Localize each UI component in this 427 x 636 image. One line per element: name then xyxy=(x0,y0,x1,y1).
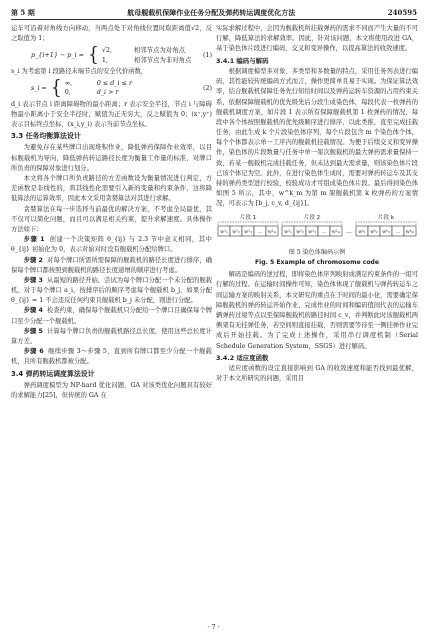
gene-label: … xyxy=(257,229,263,235)
section-heading-3-4: 3.4 弹药转运调度算法设计 xyxy=(11,369,95,378)
gene-label: wᵏ₂ xyxy=(370,229,378,235)
step-label: 步骤 3 xyxy=(23,276,43,284)
figure-caption-cn: 图 5 染色体编码示例 xyxy=(288,248,346,256)
segment-bracket xyxy=(218,222,278,225)
gene-label: … xyxy=(395,229,401,235)
paragraph: 适应度函数的设定直接影响到 GA 的收敛速度和能否找到最优解，对于本文所研究的问题，采用目 xyxy=(216,365,418,383)
article-number: 240595 xyxy=(387,7,417,17)
right-column xyxy=(216,24,418,385)
case-condition: 相邻节点为对角点 xyxy=(133,46,185,55)
page-number: · 7 · xyxy=(207,623,220,631)
step-label: 步骤 1 xyxy=(23,236,45,244)
issue-number: 第 5 期 xyxy=(11,7,35,17)
step-item xyxy=(11,256,212,276)
segment-ellipsis: … xyxy=(346,227,352,235)
gene-label: w¹₂ xyxy=(232,229,240,235)
paragraph: 弹药调度模型为 NP-hard 优化问题，GA 对该类优化问题具有较好的求解能力[25]，但传统的 GA 在 xyxy=(11,381,212,399)
step-label: 步骤 5 xyxy=(23,327,43,335)
case-value: ∞, xyxy=(64,79,73,88)
running-header xyxy=(11,4,417,20)
paragraph: 根据调度模型多对象、多类型和多数量的特点，采用任务列表进行编码，其性能较传统编码方式而言，操作更简单且易于实现。为保证算法效率，结合舰载机保障任务先行知给时间以及弹药运转车资源的占用约束关系，依据保障舰载机的优先级先后分段生成染色体，每段代表一枚弹药的舰载机调度方案，如片段 1 表示所有保障舰载机第 1 枚弹药的情况，每段中各个体按照舰载机的优先级顺序进行排序，以此类推，直至完成挂载任务，由此生成 k 个片段染色体序列，每个片段包含 m 个染色体个体，每个个体都表示单一工序内的舰载机挂载情况。为便于后续交叉和变异操作，染色体的片段数量与任务中单一架次舰载机的最大弹药需求量保持一致，若某一舰载机完成挂载任务，但未达到最大需求量，则该染色体片段已该个体记为空。此外，在进行染色体生成时，需要对弹药转运车及其支持的弹药类型进行校验，校验成功才可组成染色体片段。最后得到染色体如图 5 所示，其中，w^k_m 为第 m 架舰载机第 k 枚弹药的方案情况，可表示为 [b_j, c_v, d_{ij}]。 xyxy=(216,67,418,208)
paragraph: 本文将各个牌口所负责路径的方差函数设为衡量情况进行判定，方差函数是非线性的，将其线性化需要引入新的变量和约束条件，这将降低算法的运算效率，因此本文采用贪婪算法对其进行求解。 xyxy=(11,175,212,203)
running-title: 航母舰载机保障作业任务分配及弹药转运调度优化方法 xyxy=(127,7,296,17)
figure-caption-en-text: Fig. 5 Example of chromosome code xyxy=(254,259,380,267)
step-item xyxy=(11,306,212,326)
equation-lhs: s_i = xyxy=(31,84,47,93)
gene-label: w²₂ xyxy=(296,229,304,235)
equation-cases xyxy=(102,46,192,65)
left-brace: { xyxy=(50,76,62,100)
equation-2 xyxy=(31,76,212,100)
gene-label: w¹₃ xyxy=(244,229,252,235)
gene-label: w¹₁ xyxy=(220,229,228,235)
step-item xyxy=(11,276,212,307)
step-item xyxy=(11,235,212,255)
figure-5 xyxy=(216,213,418,269)
gene-label: wᵏ₁ xyxy=(358,229,366,235)
equation-lhs: p_{i+1} − p_i = xyxy=(31,51,85,60)
step-text: 检查约束，确保每个舰载机只分配给一个牌口且确保每个牌口至少分配一个舰载机。 xyxy=(11,307,213,325)
case-condition: d_i > r xyxy=(96,88,119,97)
segment-label: 片段 1 xyxy=(239,214,257,221)
figure-caption-en xyxy=(216,258,418,268)
gene-label: w¹ₘ xyxy=(267,229,277,235)
step-text: 创建一个决策矩阵 θ_{ij} 与 2.3 节中意义相同，其中 θ_{ij} 初始化为 0，表示对始对时没有舰载机分配给牌口。 xyxy=(11,236,212,254)
step-text: 从最短的路径开始，尝试为每个牌口分配一个未分配的舰载机。对于每个牌口 a_i，按排序后的顺序考虑每个舰载机 b_j，如果分配 θ_{ij} = 1 不会违反任何约束且舰载机 b_j 未分配，则进行分配。 xyxy=(11,276,213,305)
step-text: 计算每个牌口负责的舰载机路径总长度，使用这些总长度计算方差。 xyxy=(11,327,213,345)
equation-1 xyxy=(31,43,212,67)
step-item xyxy=(11,327,212,347)
step-text: 对每个牌口所需所需保障的舰载机的路径长度进行排序，确保每个牌口都按照到舰载机的路径长度递增的顺序进行考虑。 xyxy=(11,256,213,274)
paragraph: 解码是编码的逆过程，即将染色体序列映射成满足约束条件的一组可行解的过程。在运输时间操作可知，染色体体现了舰载机与弹药转运车之间运输方案的映射关系，本文研究的重点在于时间的最小化，需要确定保障舰载机的弹药转运开始作业、完成作业的时间和编码值间代表的运输车辆弹药过境等点以至保障舰载机的路径时间 c_v，并判断此时该舰载机两侧架有无挂弹任务，若空间则直接挂载，否则需要等待至一侧挂弹作业完成后开始挂载。为了完成上述操作，采用串行调度机制（Serial Schedule Generation System，SSGS）进行解码。 xyxy=(216,271,418,350)
case-value: 1, xyxy=(101,55,108,64)
gene-label: w²ₘ xyxy=(331,229,341,235)
case-condition: 相邻节点为非对角点 xyxy=(133,55,192,64)
paragraph: 为避免存在某些牌口出现堆积作业，降低弹药保障作业效率，以目标舰载机为导向，降低弹药转运路径长度为衡量工作量的标准，对牌口所负责的保障对象进行划分。 xyxy=(11,144,212,172)
equation-number: (1) xyxy=(202,51,212,60)
case-condition: 0 ≤ d_i ≤ r xyxy=(96,79,133,88)
segment-bracket xyxy=(356,222,416,225)
gene-label: … xyxy=(321,229,327,235)
paragraph: 贪婪算法在每一步选择当前最优的解决方案，不考虑全局最优，其不仅可以简化问题，而且可以满足相关约束，提升求解速度。具体操作方法如下： xyxy=(11,205,212,233)
left-brace: { xyxy=(88,43,99,67)
section-heading-3-3: 3.3 任务均衡算法设计 xyxy=(11,132,81,141)
gene-label: w²₁ xyxy=(284,229,292,235)
segment-bracket xyxy=(282,222,342,225)
equation-cases xyxy=(65,79,132,98)
steps-list xyxy=(11,235,212,367)
segment-label: 片段 2 xyxy=(303,214,321,221)
paragraph: s_i 为考虑第 i 段路径末端节点的安全代价函数， xyxy=(11,67,148,75)
segment-label: 片段 k xyxy=(378,214,394,221)
step-label: 步骤 6 xyxy=(23,348,44,356)
gene-label: wᵏ₃ xyxy=(382,229,390,235)
section-heading-3-4-1: 3.4.1 编码与解码 xyxy=(216,56,269,65)
case-value: 0, xyxy=(64,88,71,97)
gene-label: wᵏₘ xyxy=(405,229,415,235)
chromosome-diagram xyxy=(216,213,418,247)
step-label: 步骤 2 xyxy=(23,256,43,264)
paragraph: 运车可沿着对角线方向移动，当两点处于对角线位置时取距离值√2，反之取值为 1； xyxy=(11,25,212,43)
equation-number: (2) xyxy=(202,84,212,93)
gene-label: w²₃ xyxy=(308,229,316,235)
left-column xyxy=(11,24,212,401)
paragraph: 实际求解过程中，会因为舰载机所挂载弹药的需求不同而产生大量的不可行解，降低算法的求解效率。因此，针对该问题，本文将使用改进 GA，基于染色体片段进行编码、交叉和变异操作，以提高算法的收敛速度。 xyxy=(216,25,418,53)
step-text: 继续步骤 3～步骤 5，直到所有牌口都至少分配一个舰载机，且所有舰载机都被分配。 xyxy=(11,348,212,366)
step-item xyxy=(11,347,212,367)
section-heading-3-4-2: 3.4.2 适应度函数 xyxy=(216,353,269,362)
case-value: √2, xyxy=(101,46,113,55)
paragraph: d_i 表示节点 i 距离障碍物的最小距离；r 表示安全半径，节点 i 与障碍物最小距离小于安全半径时，赋值为正无穷大，反之赋值为 0；(x⁺,y⁺) 表示目标终点坐标，(x_i,y_i) 表示当前节点坐标。 xyxy=(11,100,212,129)
step-label: 步骤 4 xyxy=(23,307,43,315)
